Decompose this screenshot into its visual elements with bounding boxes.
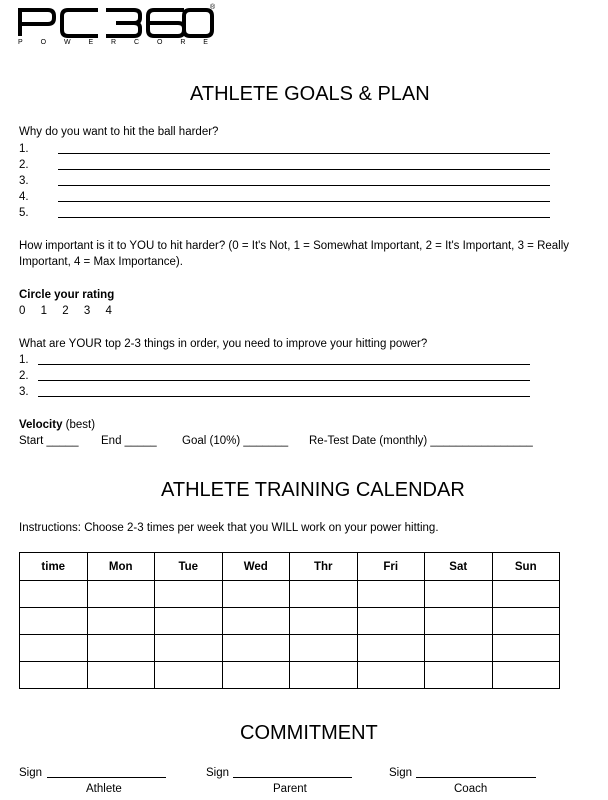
calendar-cell[interactable] (87, 635, 155, 662)
logo-letter: R (180, 39, 186, 46)
top-item-2-line[interactable] (38, 380, 530, 381)
calendar-col-wed: Wed (222, 553, 290, 581)
calendar-cell[interactable] (155, 635, 223, 662)
calendar-row (20, 662, 560, 689)
velocity-retest-field[interactable]: Re-Test Date (monthly) ________________ (309, 435, 533, 447)
calendar-cell[interactable] (155, 581, 223, 608)
importance-question: How important is it to YOU to hit harder? (0 = It's Not, 1 = Somewhat Important, 2 = It's Important, 3 = Really Important, 4 = Max Importance). (19, 240, 570, 268)
calendar-cell[interactable] (222, 581, 290, 608)
why-item-3-label: 3. (19, 175, 29, 187)
calendar-cell[interactable] (290, 662, 358, 689)
rating-option-2[interactable]: 2 (62, 305, 69, 317)
calendar-row (20, 608, 560, 635)
rating-options (19, 303, 124, 319)
top-item-1-label: 1. (19, 354, 29, 366)
goals-title: ATHLETE GOALS & PLAN (190, 83, 430, 105)
calendar-row (20, 635, 560, 662)
sign-line-parent[interactable] (233, 777, 352, 778)
calendar-cell[interactable] (357, 581, 425, 608)
why-item-3-line[interactable] (58, 185, 550, 186)
pc360-logo (18, 6, 218, 48)
training-calendar-table (19, 552, 560, 689)
calendar-title: ATHLETE TRAINING CALENDAR (161, 479, 465, 501)
why-item-4-line[interactable] (58, 201, 550, 202)
calendar-cell[interactable] (425, 608, 493, 635)
logo-letter: O (40, 39, 47, 46)
velocity-end-field[interactable]: End _____ (101, 435, 157, 447)
calendar-cell[interactable] (87, 581, 155, 608)
calendar-cell[interactable] (492, 608, 560, 635)
rating-option-3[interactable]: 3 (83, 305, 91, 317)
why-item-1-line[interactable] (58, 153, 550, 154)
velocity-label: Velocity (19, 419, 63, 431)
sign-label-parent: Sign (206, 767, 230, 779)
role-parent: Parent (273, 783, 307, 795)
calendar-cell[interactable] (425, 581, 493, 608)
calendar-cell[interactable] (425, 662, 493, 689)
calendar-cell[interactable] (492, 635, 560, 662)
calendar-cell[interactable] (290, 608, 358, 635)
calendar-cell[interactable] (20, 608, 88, 635)
logo-subtitle (18, 39, 208, 46)
rating-option-0[interactable]: 0 (19, 305, 26, 317)
logo-letter: P (18, 39, 23, 46)
calendar-cell[interactable] (155, 608, 223, 635)
calendar-col-tue: Tue (155, 553, 223, 581)
top-item-1-line[interactable] (38, 364, 530, 365)
pc360-wordmark (18, 6, 218, 38)
calendar-cell[interactable] (155, 662, 223, 689)
logo-letter: C (134, 39, 140, 46)
sign-label-coach: Sign (389, 767, 413, 779)
calendar-cell[interactable] (290, 635, 358, 662)
logo-letter: E (88, 39, 94, 46)
calendar-cell[interactable] (492, 581, 560, 608)
top-things-question: What are YOUR top 2-3 things in order, you need to improve your hitting power? (19, 338, 428, 350)
calendar-cell[interactable] (20, 581, 88, 608)
calendar-cell[interactable] (20, 635, 88, 662)
top-item-3-line[interactable] (38, 396, 530, 397)
why-item-5-line[interactable] (58, 217, 550, 218)
logo-letter: R (111, 39, 117, 46)
velocity-goal-field[interactable]: Goal (10%) _______ (182, 435, 289, 447)
why-item-2-line[interactable] (58, 169, 550, 170)
calendar-cell[interactable] (492, 662, 560, 689)
why-item-2-label: 2. (19, 159, 29, 171)
why-item-4-label: 4. (19, 191, 29, 203)
calendar-cell[interactable] (87, 608, 155, 635)
calendar-cell[interactable] (87, 662, 155, 689)
logo-letter: O (156, 39, 163, 46)
calendar-cell[interactable] (222, 635, 290, 662)
calendar-header-row (20, 553, 560, 581)
rating-label: Circle your rating (19, 289, 115, 301)
role-athlete: Athlete (86, 783, 122, 795)
top-item-2-label: 2. (19, 370, 29, 382)
top-item-3-label: 3. (19, 386, 29, 398)
calendar-cell[interactable] (357, 608, 425, 635)
calendar-col-sat: Sat (425, 553, 493, 581)
commitment-title: COMMITMENT (240, 722, 378, 744)
why-item-5-label: 5. (19, 207, 29, 219)
calendar-cell[interactable] (357, 635, 425, 662)
logo-letter: W (63, 39, 71, 46)
calendar-cell[interactable] (20, 662, 88, 689)
registered-mark: ® (210, 4, 216, 11)
sign-line-coach[interactable] (416, 777, 536, 778)
rating-option-4[interactable]: 4 (105, 305, 112, 317)
velocity-note: (best) (62, 419, 96, 431)
rating-option-1[interactable]: 1 (40, 305, 48, 317)
calendar-col-mon: Mon (87, 553, 155, 581)
calendar-cell[interactable] (357, 662, 425, 689)
sign-line-athlete[interactable] (47, 777, 166, 778)
why-item-1-label: 1. (19, 143, 29, 155)
role-coach: Coach (454, 783, 488, 795)
calendar-cell[interactable] (222, 662, 290, 689)
sign-label-athlete: Sign (19, 767, 43, 779)
calendar-col-thr: Thr (290, 553, 358, 581)
calendar-row (20, 581, 560, 608)
calendar-col-sun: Sun (492, 553, 560, 581)
velocity-heading (19, 417, 95, 433)
calendar-cell[interactable] (290, 581, 358, 608)
calendar-col-time: time (20, 553, 88, 581)
logo-letter: E (203, 39, 208, 46)
calendar-cell[interactable] (222, 608, 290, 635)
calendar-instructions: Instructions: Choose 2-3 times per week that you WILL work on your power hitting. (19, 522, 439, 534)
why-question: Why do you want to hit the ball harder? (19, 126, 219, 138)
velocity-start-field[interactable]: Start _____ (19, 435, 79, 447)
calendar-col-fri: Fri (357, 553, 425, 581)
calendar-cell[interactable] (425, 635, 493, 662)
